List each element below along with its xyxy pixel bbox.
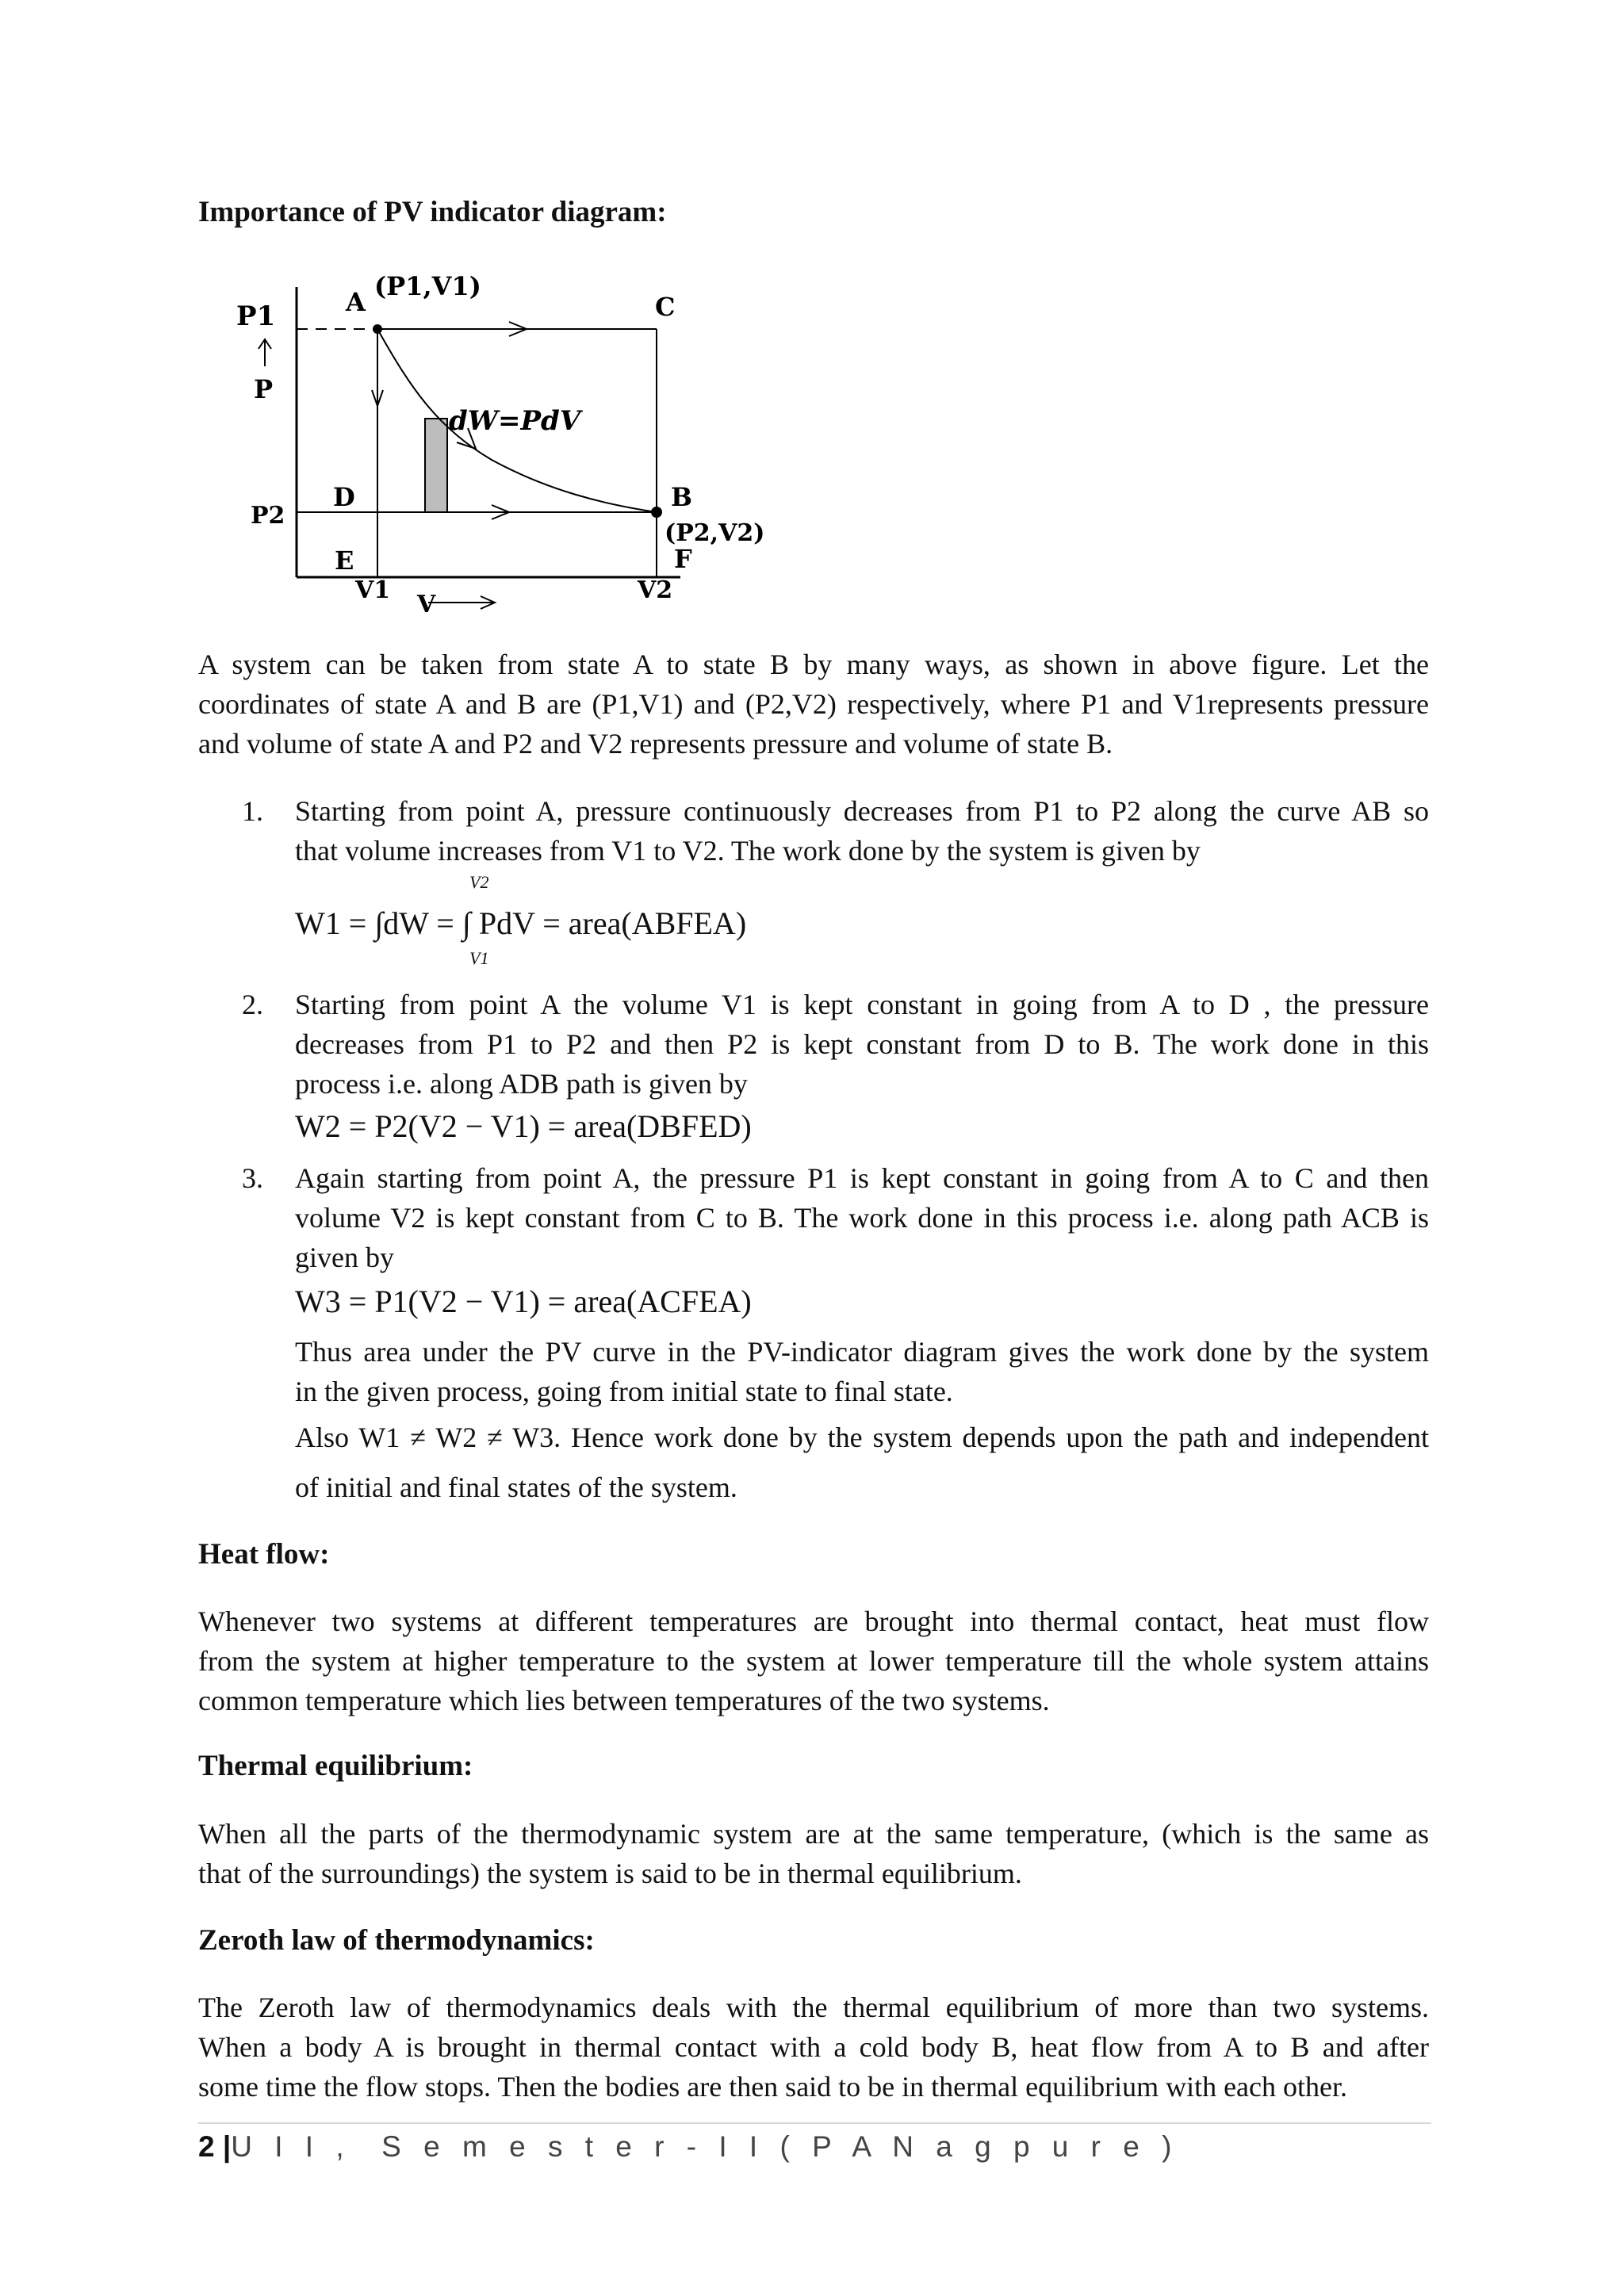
- heat-line: common temperature which lies between temperatures of the two systems.: [198, 1685, 1050, 1716]
- label-v: V: [417, 591, 436, 618]
- point-b: [651, 507, 662, 518]
- heat-flow-paragraph: [198, 1601, 1429, 1720]
- label-a-coords: (P1,V1): [374, 271, 481, 301]
- label-v1: V1: [355, 576, 391, 604]
- page-number: 2: [198, 2130, 215, 2163]
- equation-w3: W3 = P1(V2 − V1) = area(ACFEA): [295, 1284, 752, 1319]
- label-v2: V2: [638, 576, 673, 604]
- label-b-coords: (P2,V2): [665, 519, 765, 547]
- equation-w1: W1 = ∫dW = ∫ PdV = area(ABFEA): [295, 905, 747, 941]
- work-strip: [425, 419, 447, 512]
- item-line: process i.e. along ADB path is given by: [295, 1068, 748, 1100]
- thermal-equilibrium-paragraph: [198, 1814, 1429, 1893]
- label-p2: P2: [251, 502, 285, 530]
- section-heading-zeroth-law: Zeroth law of thermodynamics:: [198, 1924, 595, 1957]
- section-heading-thermal-equilibrium: Thermal equilibrium:: [198, 1750, 473, 1782]
- item-line: Again starting from point A, the pressure P1 is kept constant in going from A to C and then: [295, 1162, 1429, 1194]
- conclusion-line: in the given process, going from initial state to final state.: [295, 1376, 953, 1407]
- label-b: B: [671, 482, 693, 512]
- label-d: D: [333, 482, 355, 512]
- footer-text: U I I , S e m e s t e r - I I ( P A N a g p u r e ): [231, 2130, 1179, 2163]
- equilibrium-line: that of the surroundings) the system is said to be in thermal equilibrium.: [198, 1858, 1022, 1889]
- conclusion-line: Thus area under the PV curve in the PV-indicator diagram gives the work done by the system: [295, 1336, 1429, 1368]
- heat-line: Whenever two systems at different temperatures are brought into thermal contact, heat must flow: [198, 1605, 1429, 1637]
- final-line: of initial and final states of the system.: [295, 1471, 737, 1503]
- label-dw: dW=PdV: [449, 405, 581, 437]
- list-number: 3.: [242, 1162, 263, 1194]
- list-item-2: [295, 985, 1429, 1104]
- footer-rule: [198, 2122, 1431, 2124]
- item-line: Starting from point A, pressure continuously decreases from P1 to P2 along the curve AB so: [295, 795, 1429, 827]
- footer-separator: |: [222, 2130, 232, 2163]
- list-number: 2.: [242, 989, 263, 1020]
- label-a: A: [346, 287, 366, 317]
- point-a: [373, 324, 382, 334]
- integral-upper-limit: V2: [469, 872, 489, 892]
- integral-lower-limit: V1: [469, 948, 489, 968]
- pv-indicator-diagram: [230, 270, 833, 618]
- equation-w2: W2 = P2(V2 − V1) = area(DBFED): [295, 1108, 752, 1144]
- zeroth-line: The Zeroth law of thermodynamics deals with the thermal equilibrium of more than two systems.: [198, 1992, 1429, 2023]
- section-heading-pv: Importance of PV indicator diagram:: [198, 196, 667, 228]
- intro-paragraph: [198, 645, 1429, 763]
- intro-line: and volume of state A and P2 and V2 represents pressure and volume of state B.: [198, 728, 1113, 760]
- also-line: Also W1 ≠ W2 ≠ W3. Hence work done by the system depends upon the path and independent: [295, 1422, 1429, 1453]
- list-item-3: [295, 1158, 1429, 1277]
- conclusion-paragraph: [295, 1332, 1429, 1411]
- item-line: volume V2 is kept constant from C to B. The work done in this process i.e. along path ACB is: [295, 1202, 1429, 1234]
- intro-line: coordinates of state A and B are (P1,V1) and (P2,V2) respectively, where P1 and V1represents pressure: [198, 688, 1429, 720]
- item-line: Starting from point A the volume V1 is kept constant in going from A to D , the pressure: [295, 989, 1429, 1020]
- label-e: E: [335, 545, 354, 576]
- label-p: P: [254, 374, 274, 404]
- zeroth-line: some time the flow stops. Then the bodies are then said to be in thermal equilibrium with each other.: [198, 2071, 1347, 2103]
- item-line: decreases from P1 to P2 and then P2 is kept constant from D to B. The work done in this: [295, 1028, 1429, 1060]
- zeroth-law-paragraph: [198, 1988, 1429, 2107]
- also-paragraph: [295, 1418, 1429, 1457]
- zeroth-line: When a body A is brought in thermal contact with a cold body B, heat flow from A to B and after: [198, 2031, 1429, 2063]
- list-number: 1.: [242, 795, 263, 827]
- label-p1: P1: [236, 300, 276, 332]
- list-item-1: [295, 791, 1429, 871]
- heat-line: from the system at higher temperature to the system at lower temperature till the whole system attains: [198, 1645, 1429, 1677]
- section-heading-heat-flow: Heat flow:: [198, 1538, 330, 1571]
- intro-line: A system can be taken from state A to state B by many ways, as shown in above figure. Let the: [198, 649, 1429, 680]
- label-f: F: [674, 544, 692, 574]
- item-line: given by: [295, 1242, 394, 1273]
- equilibrium-line: When all the parts of the thermodynamic system are at the same temperature, (which is the same as: [198, 1818, 1429, 1850]
- page-footer: [198, 2128, 1178, 2166]
- label-c: C: [655, 292, 676, 322]
- item-line: that volume increases from V1 to V2. The work done by the system is given by: [295, 835, 1201, 867]
